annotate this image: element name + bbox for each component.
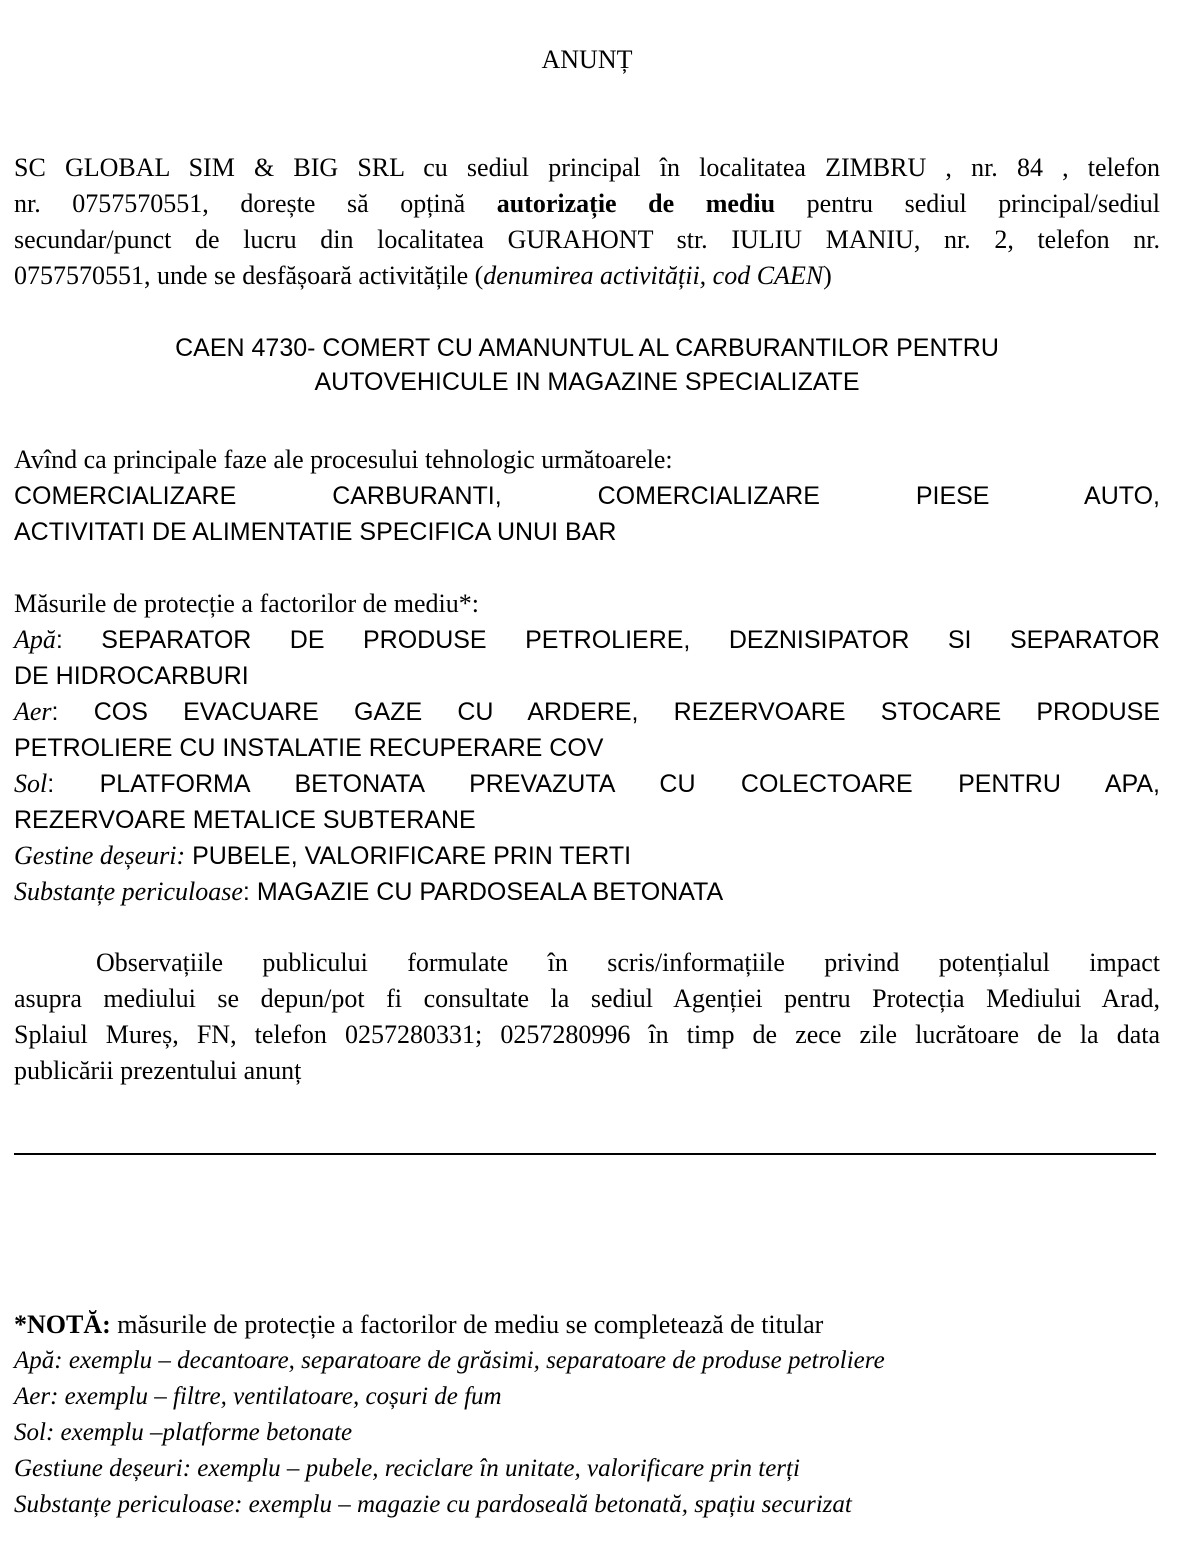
protection-measures: [14, 586, 1160, 910]
measure-apa-cont: DE HIDROCARBURI: [14, 662, 249, 690]
measure-substante: [14, 874, 1160, 910]
observations-line-3: Splaiul Mureș, FN, telefon 0257280331; 0257280996 în timp de zece zile lucrătoare de la data: [14, 1020, 1160, 1049]
intro-line-1: SC GLOBAL SIM & BIG SRL cu sediul principal în localitatea ZIMBRU , nr. 84 , telefon: [14, 153, 1160, 182]
observations-line-2: asupra mediului se depun/pot fi consultate la sediul Agenției pentru Protecția Mediului Arad,: [14, 984, 1160, 1013]
measure-deseuri: [14, 838, 1160, 874]
activity-hint: denumirea activității, cod CAEN: [483, 261, 824, 290]
measure-deseuri-text: PUBELE, VALORIFICARE PRIN TERTI: [185, 842, 632, 870]
measures-heading: Măsurile de protecție a factorilor de mediu*:: [14, 589, 479, 618]
note-example-deseuri: Gestiune deșeuri: exemplu – pubele, reciclare în unitate, valorificare prin terți: [14, 1455, 800, 1482]
measure-aer-text: : COS EVACUARE GAZE CU ARDERE, REZERVOARE STOCARE PRODUSE: [51, 698, 1160, 726]
measure-substante-text: : MAGAZIE CU PARDOSEALA BETONATA: [242, 878, 724, 906]
measure-apa: [14, 622, 1160, 658]
phases-line-2: ACTIVITATI DE ALIMENTATIE SPECIFICA UNUI BAR: [14, 518, 617, 546]
measure-sol-label: Sol: [14, 769, 48, 798]
observations-line-1: Observațiile publicului formulate în scris/informațiile privind potențialul impact: [96, 948, 1160, 977]
measure-sol-cont: REZERVOARE METALICE SUBTERANE: [14, 806, 476, 834]
observations-line-4: publicării prezentului anunț: [14, 1056, 302, 1085]
intro-paragraph: [14, 150, 1160, 294]
process-phases: [14, 442, 1160, 550]
measure-aer: [14, 694, 1160, 730]
note-example-substante: Substanțe periculoase: exemplu – magazie cu pardoseală betonată, spațiu securizat: [14, 1491, 852, 1518]
intro-line-3: secundar/punct de lucru din localitatea GURAHONT str. IULIU MANIU, nr. 2, telefon nr.: [14, 225, 1160, 254]
measure-aer-cont: PETROLIERE CU INSTALATIE RECUPERARE COV: [14, 734, 604, 762]
note-example-sol: Sol: exemplu –platforme betonate: [14, 1419, 353, 1446]
page-title: ANUNȚ: [541, 45, 633, 74]
note-text: măsurile de protecție a factorilor de mediu se completează de titular: [110, 1310, 824, 1339]
caen-code-block: [14, 331, 1160, 399]
note-label: *NOTĂ:: [14, 1310, 111, 1339]
measure-substante-label: Substanțe periculoase: [14, 877, 243, 906]
intro-line-4-end: ): [823, 261, 832, 290]
intro-line-2: [14, 186, 1160, 222]
intro-line-4: [14, 258, 1160, 294]
measure-deseuri-label: Gestine deșeuri:: [14, 841, 186, 870]
note-example-aer: Aer: exemplu – filtre, ventilatoare, coșuri de fum: [14, 1383, 502, 1410]
public-observations: [14, 945, 1160, 1089]
measure-apa-text: : SEPARATOR DE PRODUSE PETROLIERE, DEZNISIPATOR SI SEPARATOR: [55, 626, 1160, 654]
measure-aer-label: Aer: [14, 697, 52, 726]
note-block: [14, 1307, 1160, 1523]
caen-line-2: AUTOVEHICULE IN MAGAZINE SPECIALIZATE: [314, 368, 860, 396]
phases-line-1: COMERCIALIZARE CARBURANTI, COMERCIALIZARE PIESE AUTO,: [14, 482, 1160, 510]
note-example-apa: Apă: exemplu – decantoare, separatoare de grăsimi, separatoare de produse petroliere: [14, 1347, 885, 1374]
intro-line-4-start: 0757570551, unde se desfășoară activitățile (: [14, 261, 484, 290]
caen-line-1: CAEN 4730- COMERT CU AMANUNTUL AL CARBURANTILOR PENTRU: [175, 334, 999, 362]
measure-sol: [14, 766, 1160, 802]
measure-apa-label: Apă: [14, 625, 56, 654]
intro-line-2-end: pentru sediul principal/sediul: [806, 189, 1161, 218]
note-heading: [14, 1307, 1160, 1343]
measure-sol-text: : PLATFORMA BETONATA PREVAZUTA CU COLECTOARE PENTRU APA,: [47, 770, 1160, 798]
separator-line: [14, 1153, 1156, 1155]
phases-intro: Avînd ca principale faze ale procesului tehnologic următoarele:: [14, 445, 673, 474]
authorization-term: autorizație de mediu: [496, 189, 776, 218]
intro-line-2-start: nr. 0757570551, dorește să opțină: [14, 189, 466, 218]
